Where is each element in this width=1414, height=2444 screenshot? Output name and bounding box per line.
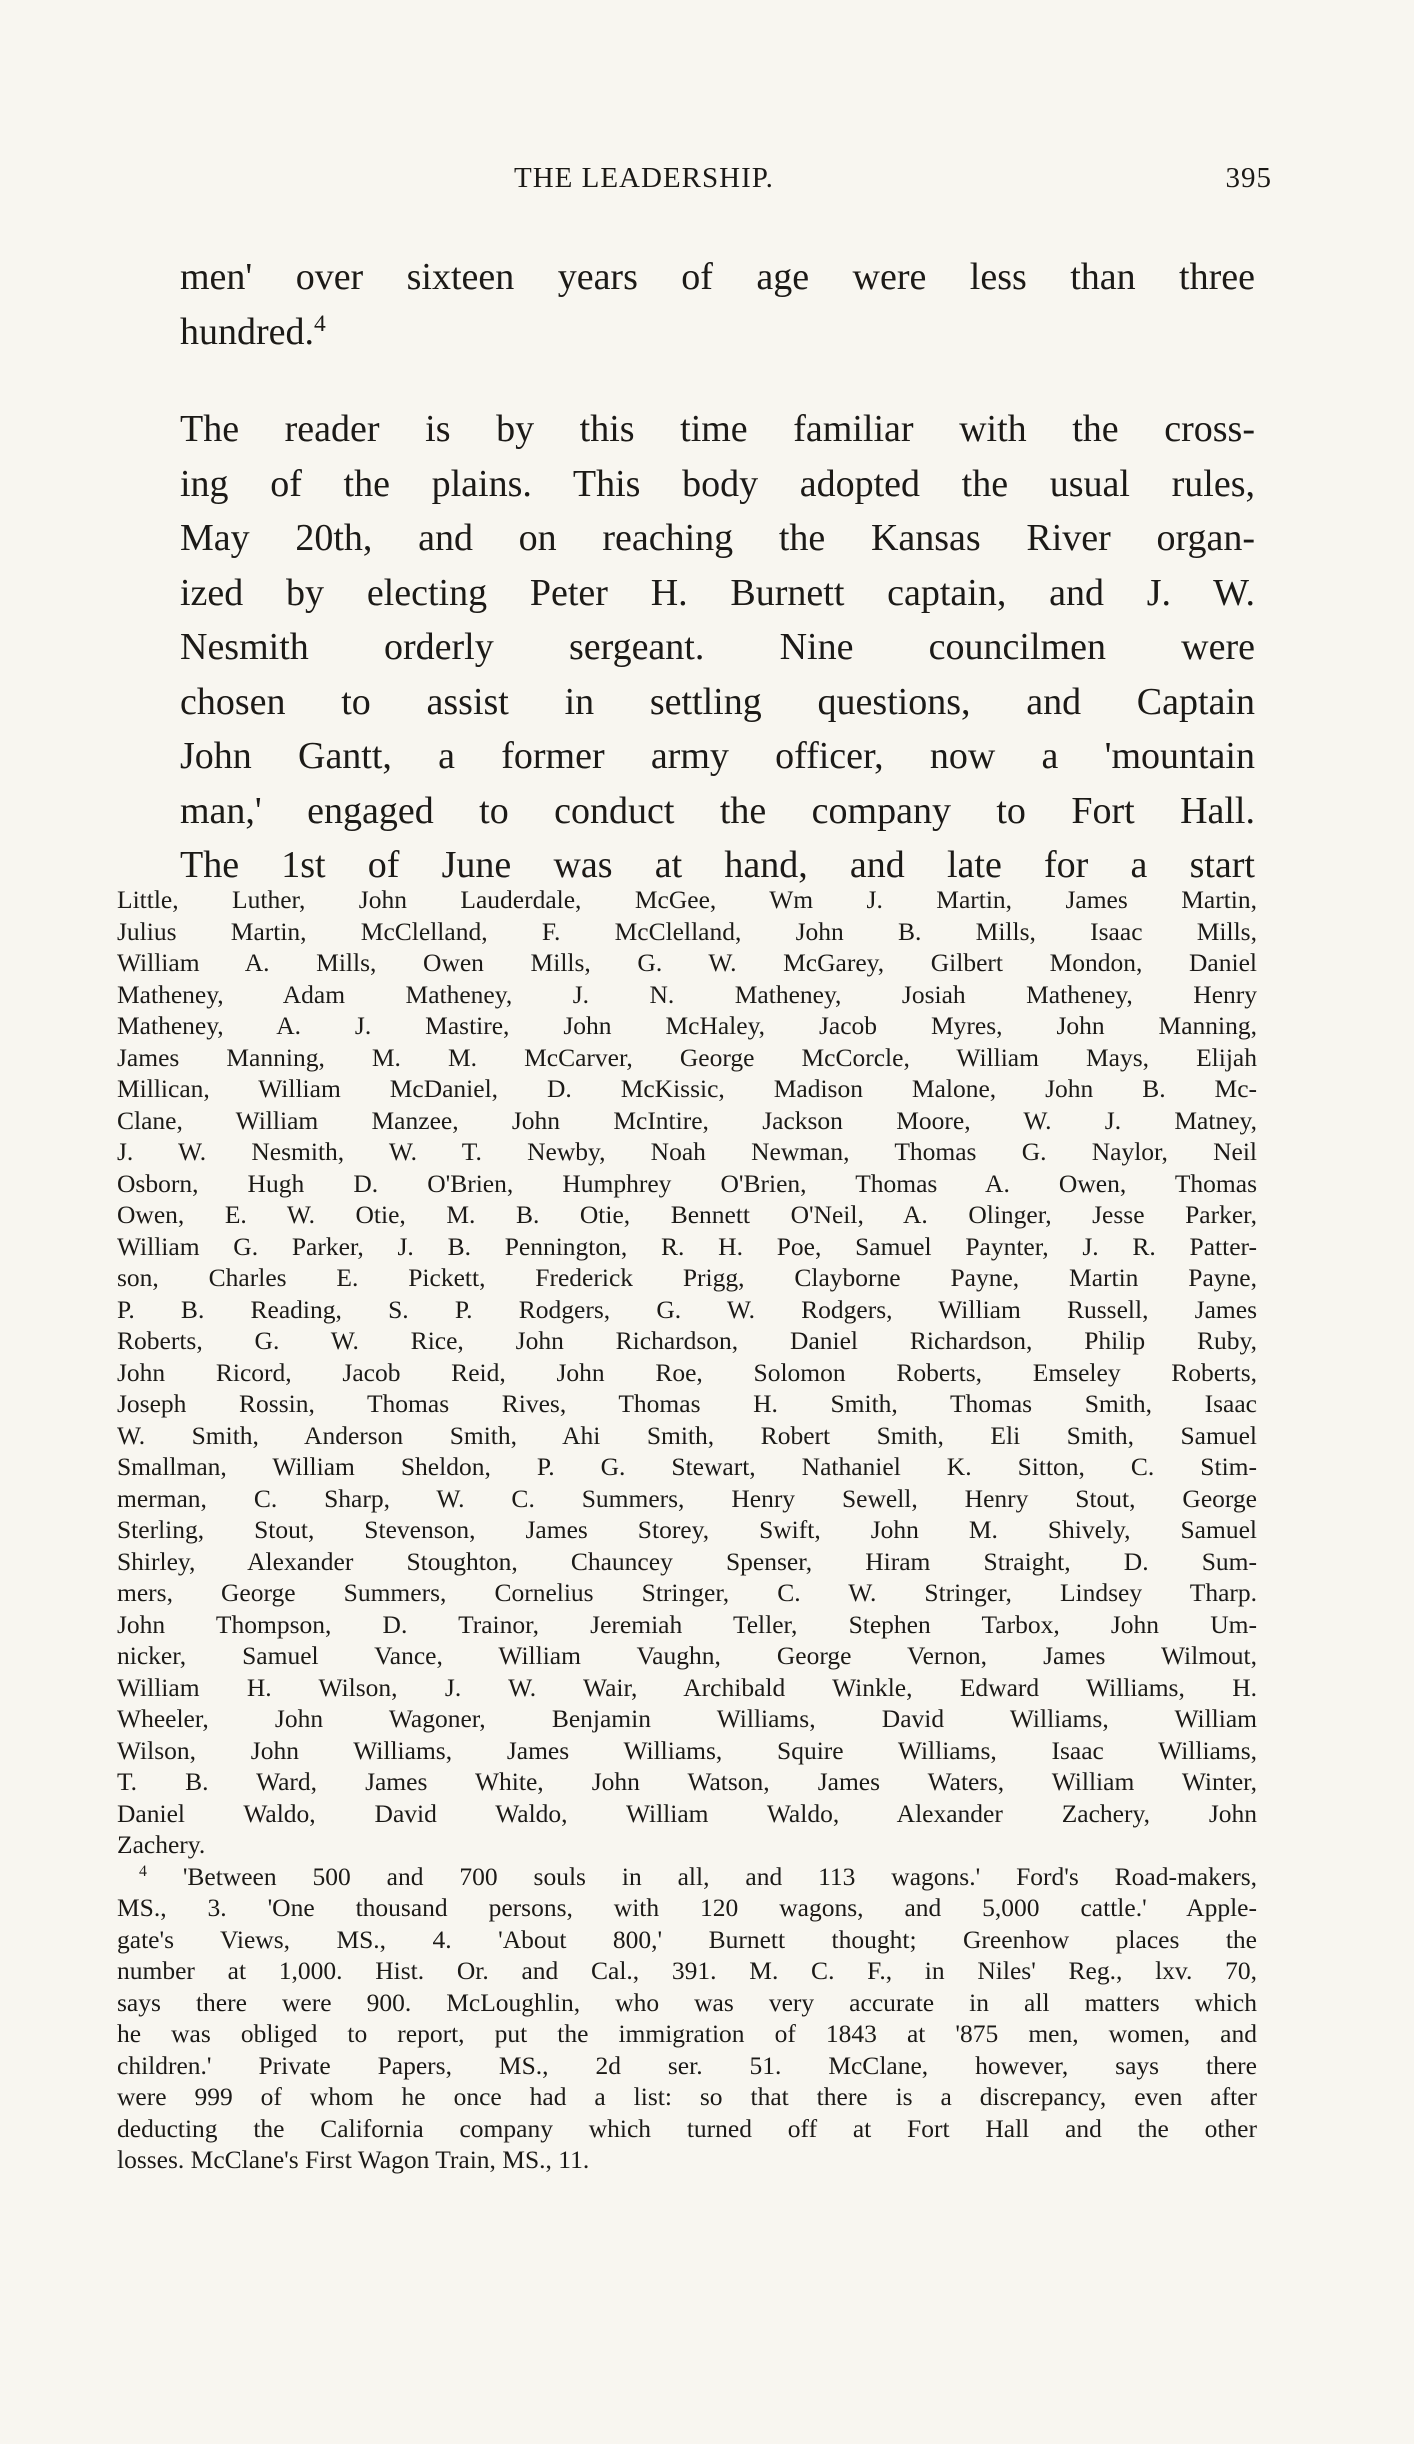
running-head: THE LEADERSHIP. xyxy=(514,162,774,194)
footnote-line: gate's Views, MS., 4. 'About 800,' Burnett thought; Greenhow places the xyxy=(117,1924,1257,1954)
footnote-reference: 4 xyxy=(314,310,326,337)
names-list-line: John Ricord, Jacob Reid, John Roe, Solomon Roberts, Emseley Roberts, xyxy=(117,1357,1257,1387)
footnote-line: children.' Private Papers, MS., 2d ser. 51. McClane, however, says there xyxy=(117,2050,1257,2080)
body-line: The 1st of June was at hand, and late for a start xyxy=(180,844,1255,886)
footnote-line: MS., 3. 'One thousand persons, with 120 wagons, and 5,000 cattle.' Apple- xyxy=(117,1893,1257,1922)
names-list-line: Roberts, G. W. Rice, John Richardson, Daniel Richardson, Philip Ruby, xyxy=(117,1326,1257,1355)
footnote-line: were 999 of whom he once had a list: so that there is a discrepancy, even after xyxy=(117,2082,1257,2111)
body-line: Nesmith orderly sergeant. Nine councilmen were xyxy=(180,626,1255,668)
names-list-line: P. B. Reading, S. P. Rodgers, G. W. Rodgers, William Russell, James xyxy=(117,1294,1257,1324)
names-list-line: James Manning, M. M. McCarver, George McCorcle, William Mays, Elijah xyxy=(117,1042,1257,1072)
names-list-line: son, Charles E. Pickett, Frederick Prigg, Clayborne Payne, Martin Payne, xyxy=(117,1263,1257,1292)
names-list-line: Smallman, William Sheldon, P. G. Stewart, Nathaniel K. Sitton, C. Stim- xyxy=(117,1452,1257,1481)
names-list-line: William H. Wilson, J. W. Wair, Archibald Winkle, Edward Williams, H. xyxy=(117,1672,1257,1702)
page-number: 395 xyxy=(1225,162,1272,194)
names-list-line: merman, C. Sharp, W. C. Summers, Henry Sewell, Henry Stout, George xyxy=(117,1483,1257,1513)
names-list-line: T. B. Ward, James White, John Watson, James Waters, William Winter, xyxy=(117,1767,1257,1796)
footnote-line: number at 1,000. Hist. Or. and Cal., 391. M. C. F., in Niles' Reg., lxv. 70, xyxy=(117,1956,1257,1985)
body-line: ing of the plains. This body adopted the usual rules, xyxy=(180,462,1255,505)
body-line: May 20th, and on reaching the Kansas River organ- xyxy=(180,517,1255,559)
footnote-line: he was obliged to report, put the immigration of 1843 at '875 men, women, and xyxy=(117,2019,1257,2048)
names-list-line: Osborn, Hugh D. O'Brien, Humphrey O'Brien, Thomas A. Owen, Thomas xyxy=(117,1168,1257,1198)
names-list-line: nicker, Samuel Vance, William Vaughn, George Vernon, James Wilmout, xyxy=(117,1641,1257,1670)
body-line xyxy=(180,305,1255,360)
footnote-line: says there were 900. McLoughlin, who was very accurate in all matters which xyxy=(117,1987,1257,2017)
names-list-line: Matheney, A. J. Mastire, John McHaley, Jacob Myres, John Manning, xyxy=(117,1011,1257,1040)
footnote-line-text: 'Between 500 and 700 souls in all, and 113 wagons.' Ford's Road-makers, xyxy=(182,1861,1257,1891)
body-line: ized by electing Peter H. Burnett captain, and J. W. xyxy=(180,571,1255,614)
footnote xyxy=(117,1861,1257,2176)
names-list-line: Wheeler, John Wagoner, Benjamin Williams, David Williams, William xyxy=(117,1704,1257,1733)
notes-block xyxy=(117,884,1257,2176)
names-list-line: Millican, William McDaniel, D. McKissic, Madison Malone, John B. Mc- xyxy=(117,1074,1257,1103)
names-list-line: John Thompson, D. Trainor, Jeremiah Teller, Stephen Tarbox, John Um- xyxy=(117,1609,1257,1639)
names-list-line: mers, George Summers, Cornelius Stringer, C. W. Stringer, Lindsey Tharp. xyxy=(117,1578,1257,1607)
names-list-line: Matheney, Adam Matheney, J. N. Matheney, Josiah Matheney, Henry xyxy=(117,979,1257,1009)
body-line: chosen to assist in settling questions, and Captain xyxy=(180,680,1255,723)
footnote-line xyxy=(117,1861,1257,1893)
body-line: The reader is by this time familiar with the cross- xyxy=(180,408,1255,450)
names-list-line: Little, Luther, John Lauderdale, McGee, Wm J. Martin, James Martin, xyxy=(117,885,1257,914)
page-header xyxy=(514,162,1272,202)
names-list xyxy=(117,884,1257,1861)
paragraph-gap xyxy=(180,359,1255,402)
body-line: men' over sixteen years of age were less than three xyxy=(180,256,1255,298)
names-list-line: Joseph Rossin, Thomas Rives, Thomas H. Smith, Thomas Smith, Isaac xyxy=(117,1389,1257,1418)
names-list-line: W. Smith, Anderson Smith, Ahi Smith, Robert Smith, Eli Smith, Samuel xyxy=(117,1420,1257,1450)
footnote-line: losses. McClane's First Wagon Train, MS., 11. xyxy=(117,2145,590,2174)
body-line: John Gantt, a former army officer, now a 'mountain xyxy=(180,735,1255,777)
names-list-line: William A. Mills, Owen Mills, G. W. McGarey, Gilbert Mondon, Daniel xyxy=(117,948,1257,977)
names-list-line: J. W. Nesmith, W. T. Newby, Noah Newman, Thomas G. Naylor, Neil xyxy=(117,1137,1257,1166)
names-list-line: Clane, William Manzee, John McIntire, Jackson Moore, W. J. Matney, xyxy=(117,1105,1257,1135)
names-list-line: Julius Martin, McClelland, F. McClelland, John B. Mills, Isaac Mills, xyxy=(117,916,1257,946)
names-list-line: William G. Parker, J. B. Pennington, R. H. Poe, Samuel Paynter, J. R. Patter- xyxy=(117,1231,1257,1261)
body-line-text: hundred. xyxy=(180,310,315,353)
names-list-line: Zachery. xyxy=(117,1830,206,1859)
names-list-line: Wilson, John Williams, James Williams, Squire Williams, Isaac Williams, xyxy=(117,1735,1257,1765)
names-list-line: Owen, E. W. Otie, M. B. Otie, Bennett O'Neil, A. Olinger, Jesse Parker, xyxy=(117,1200,1257,1229)
footnote-marker: 4 xyxy=(139,1862,147,1880)
names-list-line: Shirley, Alexander Stoughton, Chauncey Spenser, Hiram Straight, D. Sum- xyxy=(117,1546,1257,1576)
names-list-line: Daniel Waldo, David Waldo, William Waldo, Alexander Zachery, John xyxy=(117,1798,1257,1828)
main-body-text xyxy=(180,250,1255,893)
body-line: man,' engaged to conduct the company to Fort Hall. xyxy=(180,789,1255,832)
names-list-line: Sterling, Stout, Stevenson, James Storey, Swift, John M. Shively, Samuel xyxy=(117,1515,1257,1544)
footnote-line: deducting the California company which turned off at Fort Hall and the other xyxy=(117,2113,1257,2143)
